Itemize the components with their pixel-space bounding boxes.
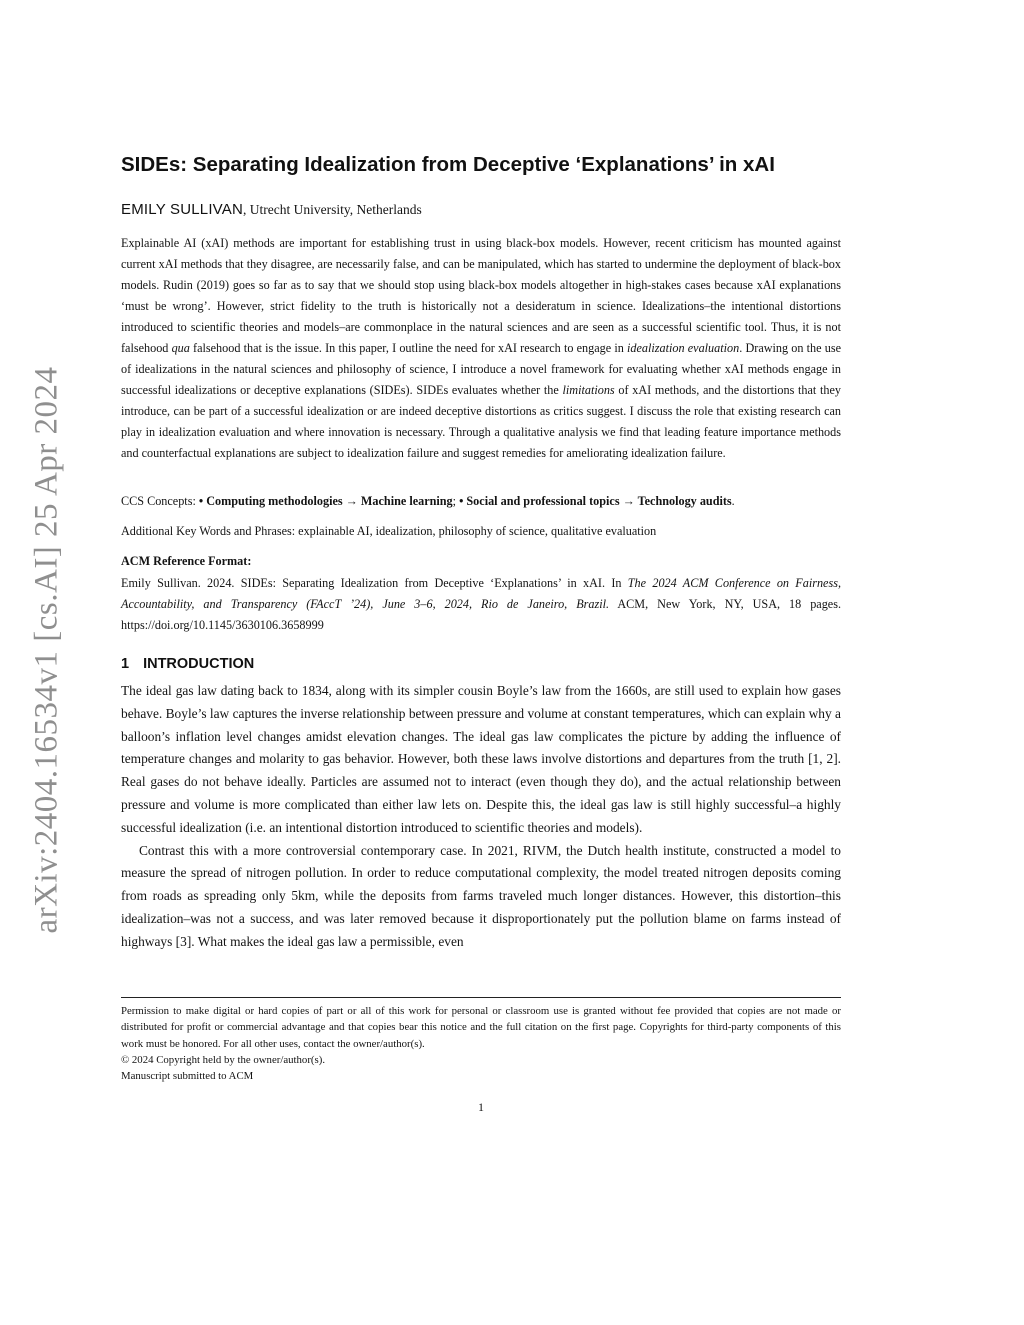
- keywords: Additional Key Words and Phrases: explainable AI, idealization, philosophy of science, qualitative evaluation: [121, 524, 657, 538]
- arxiv-watermark: arXiv:2404.16534v1 [cs.AI] 25 Apr 2024: [28, 366, 65, 934]
- footnote-permission: Permission to make digital or hard copies of part or all of this work for personal or classroom use is granted without fee provided that copies are not made or distributed for profit or commercial advantage and that copies bear this notice and the full citation on the first page. Copyrights for third-party components of this work must be honored. For all other uses, contact the owner/author(s).: [121, 1005, 841, 1050]
- author-name: EMILY SULLIVAN: [121, 201, 244, 218]
- ccs-concepts: CCS Concepts: • Computing methodologies → Machine learning; • Social and professional topics → Technology audits.: [121, 494, 735, 508]
- footnote-copyright: © 2024 Copyright held by the owner/author(s).: [121, 1053, 326, 1066]
- footnote-block: [121, 997, 841, 1084]
- author-affiliation: , Utrecht University, Netherlands: [243, 202, 422, 217]
- section-1-heading: [121, 654, 841, 674]
- page-number: 1: [478, 1100, 484, 1114]
- footnote-manuscript: Manuscript submitted to ACM: [121, 1070, 254, 1083]
- section-number: 1: [121, 656, 130, 672]
- abstract: Explainable AI (xAI) methods are important for establishing trust in using black-box models. However, recent criticism has mounted against current xAI methods that they disagree, are necessarily false, and can be manipulated, which has started to undermine the deployment of black-box models. Rudin (2019) goes so far as to say that we should stop using black-box models altogether in high-stakes cases because xAI explanations ‘must be wrong’. However, strict fidelity to the truth is historically not a desideratum in science. Idealizations–the intentional distortions introduced to scientific theories and models–are commonplace in the natural sciences and are seen as a successful scientific tool. Thus, it is not falsehood qua falsehood that is the issue. In this paper, I outline the need for xAI research to engage in idealization evaluation. Drawing on the use of idealizations in the natural sciences and philosophy of science, I introduce a novel framework for evaluating whether xAI methods engage in successful idealizations or deceptive explanations (SIDEs). SIDEs evaluates whether the limitations of xAI methods, and the distortions that they introduce, can be part of a successful idealization or are indeed deceptive distortions as critics suggest. I discuss the role that existing research can play in idealization evaluation and where innovation is necessary. Through a qualitative analysis we find that leading feature importance methods and counterfactual explanations are subject to idealization failure and suggest remedies for ameliorating idealization failure.: [121, 236, 842, 460]
- introduction-body: [121, 680, 841, 954]
- author-line: [121, 199, 841, 220]
- doi-link[interactable]: https://doi.org/10.1145/3630106.3658999: [121, 618, 324, 632]
- intro-paragraph-1: The ideal gas law dating back to 1834, along with its simpler cousin Boyle’s law from the 1660s, are still used to explain how gases behave. Boyle’s law captures the inverse relationship between pressure and volume at constant temperatures, which can explain why a balloon’s inflation level changes amidst elevation changes. The ideal gas law complicates the picture by adding the influence of temperature changes and molarity to gas behavior. However, both these laws involve distortions and departures from the truth [1, 2]. Real gases do not behave ideally. Particles are assumed not to interact (even though they do), and the actual relationship between pressure and volume is more complicated than either law lets on. Despite this, the ideal gas law is still highly successful–a highly successful idealization (i.e. an intentional distortion introduced to scientific theories and models).: [121, 683, 841, 835]
- acm-reference-format-label: ACM Reference Format:: [121, 554, 252, 568]
- paper-title: SIDEs: Separating Idealization from Deceptive ‘Explanations’ in xAI: [121, 153, 775, 176]
- acm-reference: Emily Sullivan. 2024. SIDEs: Separating Idealization from Deceptive ‘Explanations’ in xAI. In The 2024 ACM Conference on Fairness, Accountability, and Transparency (FAccT ’24), June 3–6, 2024, Rio de Janeiro, Brazil. ACM, New York, NY, USA, 18 pages. https://doi.org/10.1145/3630106.3658999: [121, 576, 842, 632]
- section-title: INTRODUCTION: [143, 656, 255, 672]
- intro-paragraph-2: Contrast this with a more controversial contemporary case. In 2021, RIVM, the Dutch health institute, constructed a model to measure the spread of nitrogen pollution. In order to reduce computational complexity, the model treated nitrogen deposits coming from roads as spreading only 5km, while the deposits from farms traveled much longer distances. However, this distortion–this idealization–was not a success, and was later removed because it disproportionately put the pollution blame on farms instead of highways [3]. What makes the ideal gas law a permissible, even: [121, 842, 841, 949]
